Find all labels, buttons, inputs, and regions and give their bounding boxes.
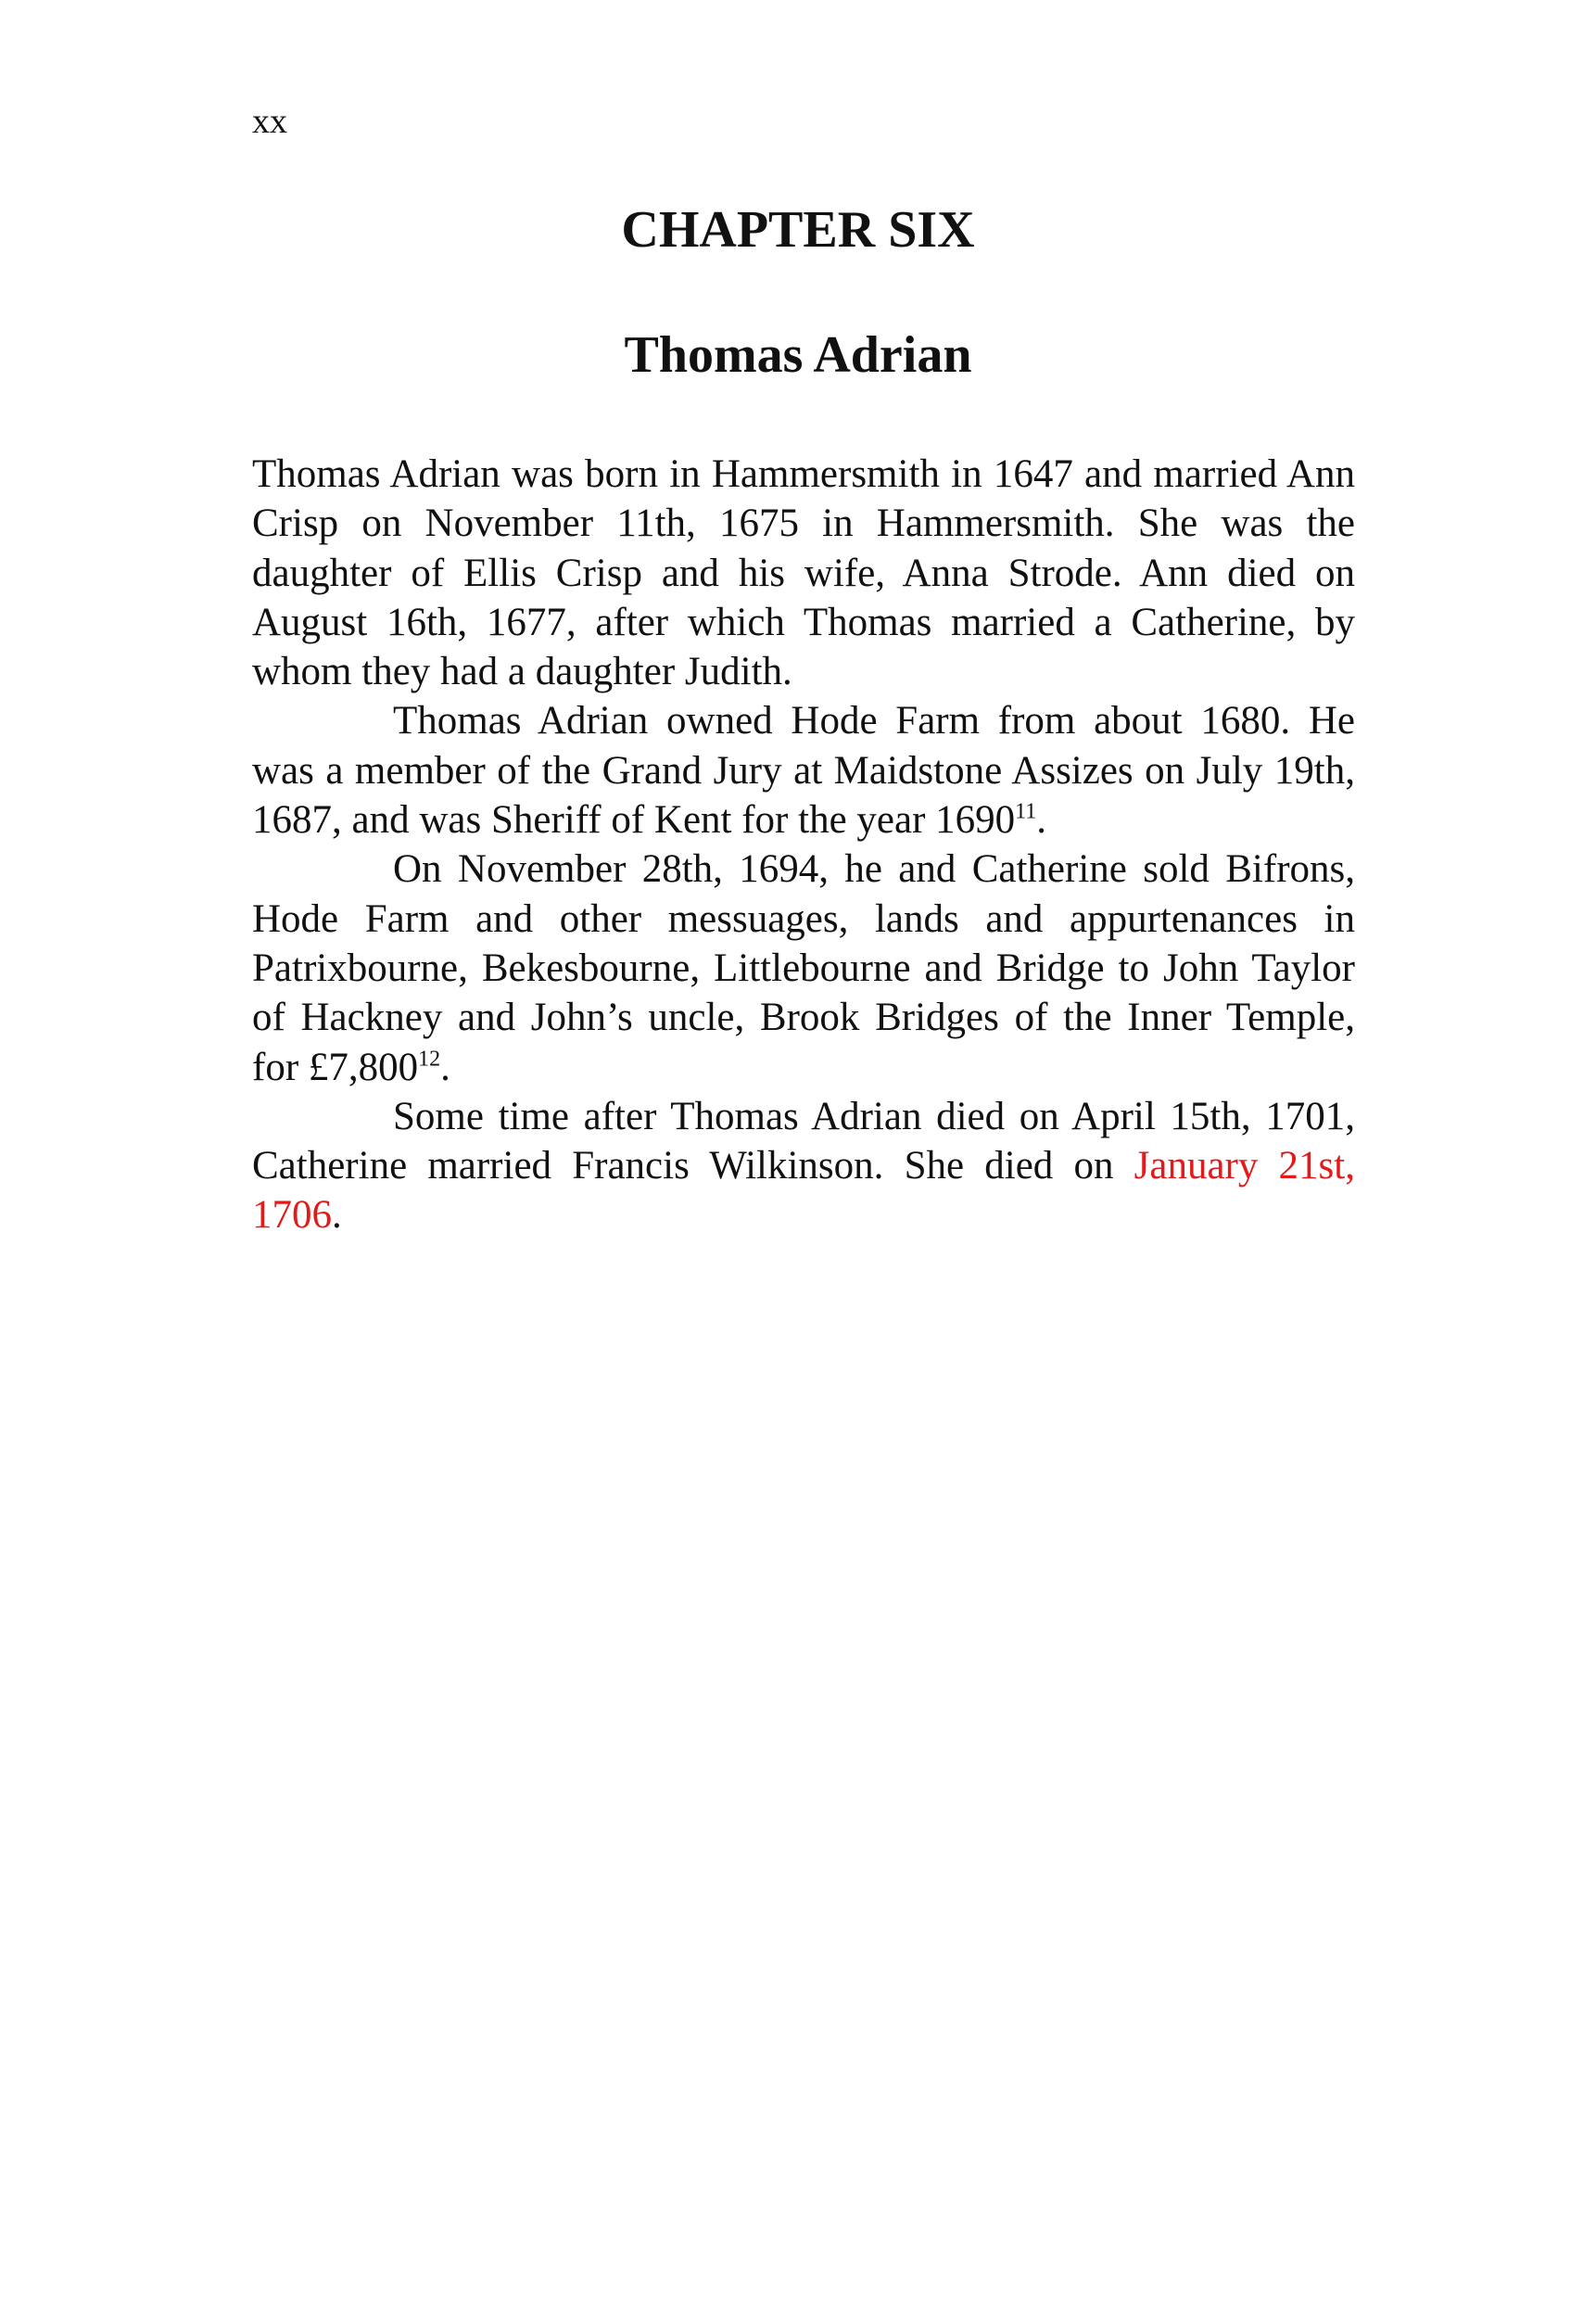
paragraph-3-text: On November 28th, 1694, he and Catherine sold Bifrons, Hode Farm and other messuages, lands and appurtenances in Patrixbourne, Bekesbourne, Littlebourne and Bridge to John Taylor of Hackney and John’s uncle, Brook Bridges of the Inner Temple, for £7,800 <box>252 847 1355 1089</box>
paragraph-4 <box>252 1092 1355 1240</box>
paragraph-2 <box>252 696 1355 845</box>
paragraph-3-end: . <box>440 1045 450 1089</box>
highlighted-date: January 21st, 1706 <box>252 1144 1355 1238</box>
paragraph-4-end: . <box>332 1193 342 1238</box>
paragraph-1 <box>252 450 1355 696</box>
paragraph-2-text: Thomas Adrian owned Hode Farm from about 1680. He was a member of the Grand Jury at Maidstone Assizes on July 19th, 1687, and was Sheriff of Kent for the year 1690 <box>252 699 1355 843</box>
footnote-ref-11: 11 <box>1015 799 1037 824</box>
paragraph-3 <box>252 845 1355 1091</box>
footnote-ref-12: 12 <box>418 1047 441 1072</box>
page-number: xx <box>252 102 287 141</box>
paragraph-1-text: Thomas Adrian was born in Hammersmith in 1647 and married Ann Crisp on November 11th, 1675 in Hammersmith. She was the daughter of Ellis Crisp and his wife, Anna Strode. Ann died on August 16th, 1677, after which Thomas married a Catherine, by whom they had a daughter Judith. <box>252 452 1355 694</box>
paragraph-4-text: Some time after Thomas Adrian died on April 15th, 1701, Catherine married Francis Wilkinson. She died on <box>252 1094 1355 1188</box>
paragraph-2-end: . <box>1036 798 1047 843</box>
chapter-subtitle: Thomas Adrian <box>624 326 972 384</box>
chapter-title: CHAPTER SIX <box>621 201 975 259</box>
body-text <box>252 450 1355 1240</box>
